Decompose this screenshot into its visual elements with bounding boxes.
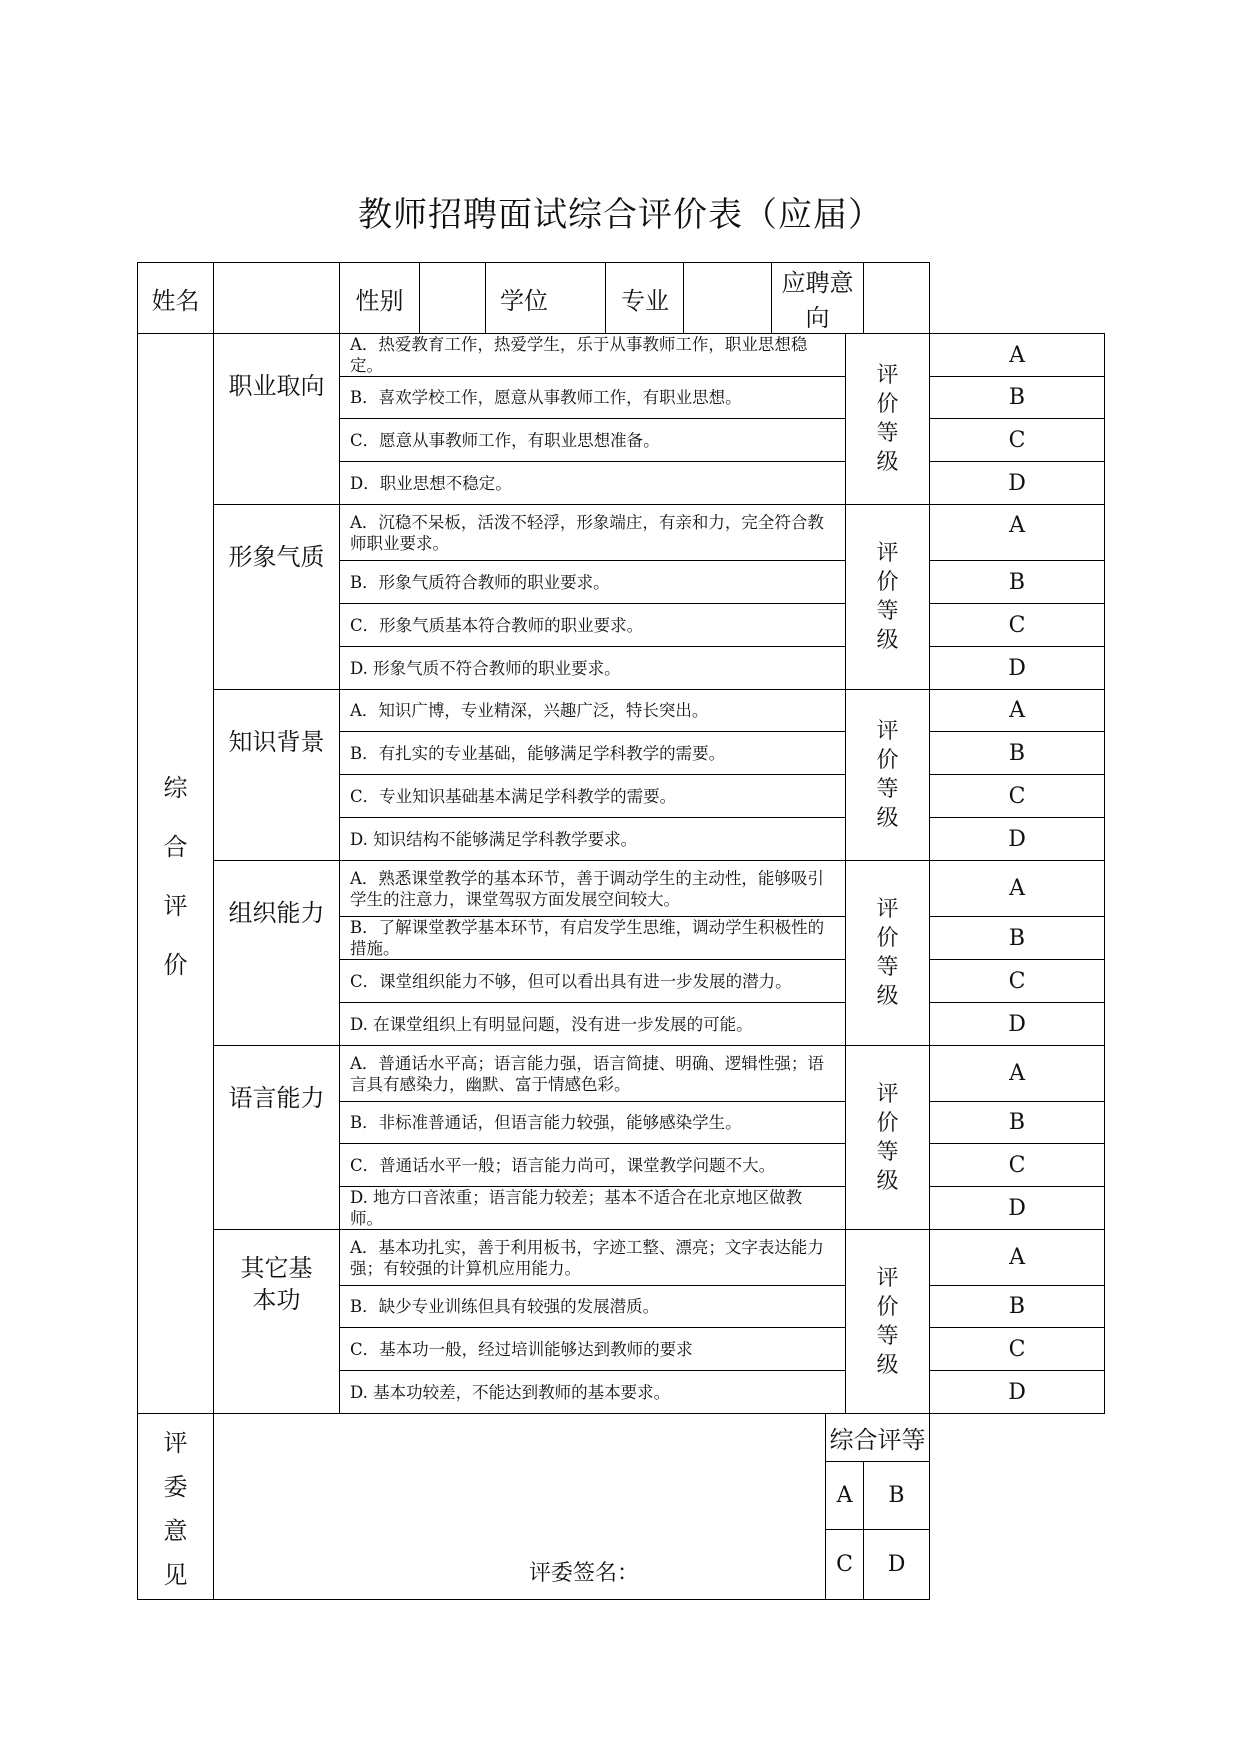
criterion-text: A．知识广博，专业精深，兴趣广泛，特长突出。 [340, 690, 846, 732]
category-label: 知识背景 [214, 690, 340, 861]
rating-level-label-char: 等 [876, 421, 899, 446]
gender-field[interactable] [420, 263, 486, 334]
rating-level-label-char: 级 [876, 806, 899, 831]
criterion-text: B．非标准普通话，但语言能力较强，能够感染学生。 [340, 1102, 846, 1144]
rating-level-label-char: 级 [876, 450, 899, 475]
grade-option-c[interactable]: C [930, 419, 1105, 462]
signature-label: 评委签名： [529, 1561, 640, 1586]
page-title: 教师招聘面试综合评价表（应届） [358, 195, 883, 235]
overall-rating-label: 综合评等 [826, 1414, 930, 1462]
category-label [214, 1230, 340, 1414]
review-comments-area[interactable] [214, 1414, 826, 1600]
grade-option-d[interactable]: D [930, 1187, 1105, 1230]
review-label-char: 见 [163, 1561, 188, 1589]
criterion-text: B．缺少专业训练但具有较强的发展潜质。 [340, 1286, 846, 1328]
grade-option-b[interactable]: B [930, 1286, 1105, 1328]
major-label: 专业 [606, 263, 684, 334]
criterion-text: C．愿意从事教师工作，有职业思想准备。 [340, 419, 846, 462]
grade-option-c[interactable]: C [930, 1328, 1105, 1371]
rating-level-label [846, 505, 930, 690]
criterion-text: A．基本功扎实，善于利用板书，字迹工整、漂亮；文字表达能力强；有较强的计算机应用能力。 [340, 1230, 846, 1286]
rating-level-label [846, 690, 930, 861]
evaluation-form-table [137, 262, 1105, 1600]
rating-level-label [846, 1230, 930, 1414]
grade-option-b[interactable]: B [930, 1102, 1105, 1144]
criteria-row [138, 505, 1105, 561]
criterion-text: C．专业知识基础基本满足学科教学的需要。 [340, 775, 846, 818]
intent-field[interactable] [864, 263, 930, 334]
rating-level-label-char: 价 [876, 570, 899, 595]
rating-level-label-char: 价 [876, 392, 899, 417]
criterion-text: B．喜欢学校工作，愿意从事教师工作，有职业思想。 [340, 377, 846, 419]
rating-level-label-char: 等 [876, 955, 899, 980]
grade-option-d[interactable]: D [930, 1371, 1105, 1414]
intent-label: 应聘意向 [772, 263, 864, 334]
category-label: 语言能力 [214, 1046, 340, 1230]
criterion-text: C．普通话水平一般；语言能力尚可，课堂教学问题不大。 [340, 1144, 846, 1187]
overall-grade-d[interactable]: D [864, 1530, 930, 1600]
review-label-char: 评 [163, 1429, 188, 1457]
rating-level-label-char: 级 [876, 1168, 899, 1194]
rating-level-label-char: 价 [876, 926, 899, 951]
grade-option-c[interactable]: C [930, 775, 1105, 818]
rating-level-label-char: 评 [876, 1081, 899, 1107]
criteria-row [138, 1230, 1105, 1286]
criterion-text: D．职业思想不稳定。 [340, 462, 846, 505]
review-label-char: 意 [163, 1517, 188, 1545]
grade-option-a[interactable]: A [930, 334, 1105, 377]
criterion-text: A．熟悉课堂教学的基本环节，善于调动学生的主动性，能够吸引学生的注意力，课堂驾驭方面发展空间较大。 [340, 861, 846, 917]
criterion-text: D. 知识结构不能够满足学科教学要求。 [340, 818, 846, 861]
name-field[interactable] [214, 263, 340, 334]
rating-level-label [846, 1046, 930, 1230]
grade-option-d[interactable]: D [930, 1003, 1105, 1046]
criteria-row [138, 334, 1105, 377]
rating-level-label-char: 价 [876, 748, 899, 773]
review-row [138, 1414, 1105, 1462]
criterion-text: C．基本功一般，经过培训能够达到教师的要求 [340, 1328, 846, 1371]
rating-level-label-char: 级 [876, 984, 899, 1009]
grade-option-b[interactable]: B [930, 377, 1105, 419]
grade-option-a[interactable]: A [930, 690, 1105, 732]
section-label-char: 综 [163, 773, 188, 802]
grade-option-b[interactable]: B [930, 917, 1105, 960]
category-label: 形象气质 [214, 505, 340, 690]
rating-level-label-char: 评 [876, 1265, 899, 1291]
rating-level-label-char: 级 [876, 1352, 899, 1378]
rating-level-label-char: 评 [876, 363, 899, 388]
header-row [138, 263, 1105, 334]
grade-option-c[interactable]: C [930, 1144, 1105, 1187]
degree-label: 学位 [486, 263, 606, 334]
grade-option-d[interactable]: D [930, 647, 1105, 690]
criterion-text: A．沉稳不呆板，活泼不轻浮，形象端庄，有亲和力，完全符合教师职业要求。 [340, 505, 846, 561]
criterion-text: C．形象气质基本符合教师的职业要求。 [340, 604, 846, 647]
overall-grade-c[interactable]: C [826, 1530, 864, 1600]
grade-option-c[interactable]: C [930, 960, 1105, 1003]
gender-label: 性别 [340, 263, 420, 334]
criteria-row [138, 690, 1105, 732]
category-label: 组织能力 [214, 861, 340, 1046]
form-body [138, 263, 1105, 1600]
rating-level-label-char: 等 [876, 1323, 899, 1349]
criterion-text: D. 地方口音浓重；语言能力较差；基本不适合在北京地区做教师。 [340, 1187, 846, 1230]
criterion-text: D. 形象气质不符合教师的职业要求。 [340, 647, 846, 690]
overall-grade-b[interactable]: B [864, 1462, 930, 1530]
rating-level-label [846, 334, 930, 505]
criterion-text: C．课堂组织能力不够，但可以看出具有进一步发展的潜力。 [340, 960, 846, 1003]
rating-level-label-char: 价 [876, 1294, 899, 1320]
rating-level-label-char: 等 [876, 777, 899, 802]
rating-level-label-char: 等 [876, 1139, 899, 1165]
category-label: 职业取向 [214, 334, 340, 505]
grade-option-d[interactable]: D [930, 462, 1105, 505]
category-label-line: 其它基 [240, 1254, 313, 1282]
criterion-text: B．形象气质符合教师的职业要求。 [340, 561, 846, 604]
grade-option-b[interactable]: B [930, 732, 1105, 775]
review-label-char: 委 [163, 1473, 188, 1501]
rating-level-label-char: 级 [876, 628, 899, 653]
grade-option-a[interactable]: A [930, 1046, 1105, 1102]
review-label [138, 1414, 214, 1600]
rating-level-label [846, 861, 930, 1046]
section-label-char: 价 [163, 950, 188, 979]
grade-option-b[interactable]: B [930, 561, 1105, 604]
section-label [138, 334, 214, 1414]
rating-level-label-char: 等 [876, 599, 899, 624]
overall-grade-a[interactable]: A [826, 1462, 864, 1530]
rating-level-label-char: 评 [876, 541, 899, 566]
rating-level-label-char: 评 [876, 719, 899, 744]
grade-option-a[interactable]: A [930, 861, 1105, 917]
section-label-char: 合 [163, 832, 188, 861]
criterion-text: D. 在课堂组织上有明显问题，没有进一步发展的可能。 [340, 1003, 846, 1046]
criterion-text: B．有扎实的专业基础，能够满足学科教学的需要。 [340, 732, 846, 775]
grade-option-c[interactable]: C [930, 604, 1105, 647]
section-label-char: 评 [163, 891, 188, 920]
criteria-row [138, 1046, 1105, 1102]
criterion-text: A．热爱教育工作，热爱学生，乐于从事教师工作，职业思想稳定。 [340, 334, 846, 377]
rating-level-label-char: 价 [876, 1110, 899, 1136]
grade-option-d[interactable]: D [930, 818, 1105, 861]
criterion-text: D. 基本功较差，不能达到教师的基本要求。 [340, 1371, 846, 1414]
major-field[interactable] [684, 263, 772, 334]
criteria-row [138, 861, 1105, 917]
grade-option-a[interactable]: A [930, 1230, 1105, 1286]
grade-option-a[interactable]: A [930, 505, 1105, 561]
category-label-line: 本功 [252, 1286, 301, 1314]
criterion-text: B．了解课堂教学基本环节，有启发学生思维，调动学生积极性的措施。 [340, 917, 846, 960]
criterion-text: A．普通话水平高；语言能力强，语言简捷、明确、逻辑性强；语言具有感染力，幽默、富于情感色彩。 [340, 1046, 846, 1102]
rating-level-label-char: 评 [876, 897, 899, 922]
name-label: 姓名 [138, 263, 214, 334]
